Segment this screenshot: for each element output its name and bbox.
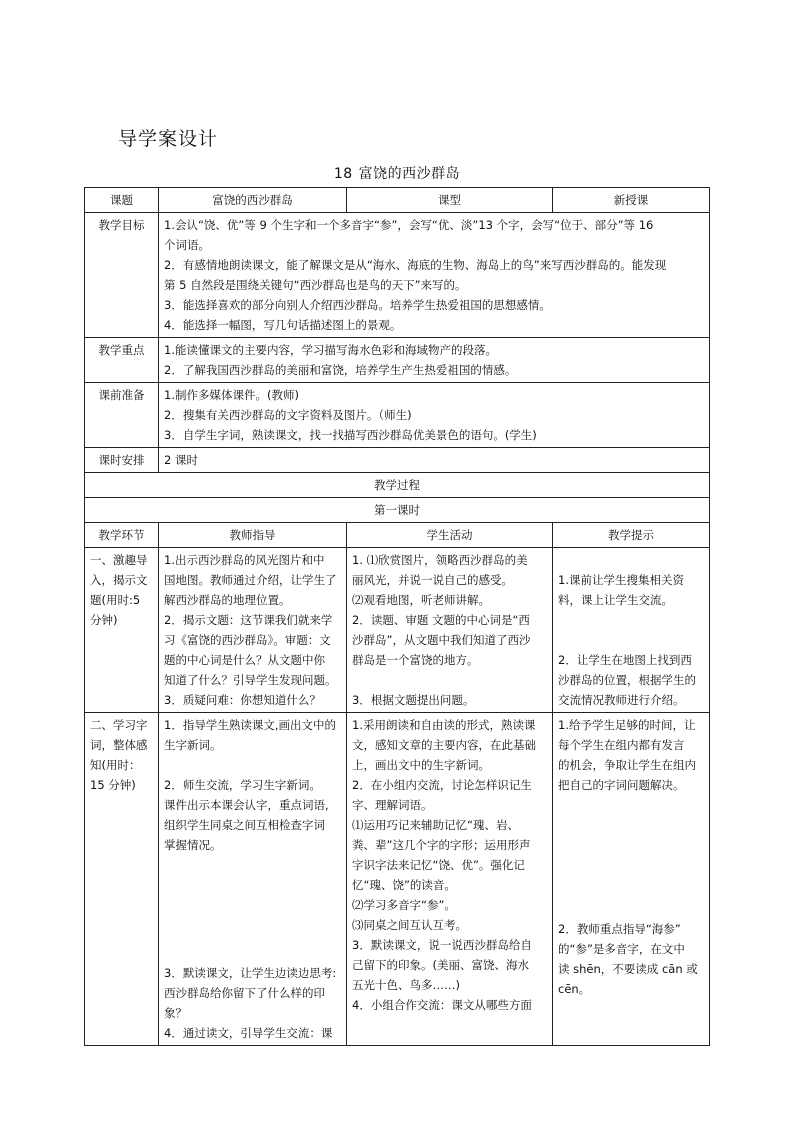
key-points-row: [85, 338, 710, 383]
lesson-name: 富饶的西沙群岛: [358, 166, 461, 182]
tip-line: 每个学生在组内都有发言: [558, 738, 685, 752]
student-line: 1. ⑴欣赏图片，领略西沙群岛的美: [352, 553, 528, 567]
section-2-row: [85, 713, 710, 1046]
student-line: 字识字法来记忆“饶、优”。强化记: [352, 858, 525, 872]
course-label: 课题: [85, 188, 159, 213]
student-line: 粪、辈”这几个字的字形；运用形声: [352, 838, 531, 852]
student-line: ⑵学习多音字“参”。: [352, 898, 456, 912]
teacher-line: 西沙群岛给你留下了什么样的印: [164, 986, 325, 1000]
student-line: 2．在小组内交流，讨论怎样识记生: [352, 778, 532, 792]
student-line: 2．读题、审题 文题的中心词是“西: [352, 613, 530, 627]
student-line: 己留下的印象。(美丽、富饶、海水: [352, 958, 529, 972]
lesson-title: [0, 163, 794, 183]
teacher-line: 组织学生同桌之间互相检查字词: [164, 818, 325, 832]
section-1-tips: [553, 548, 710, 713]
section-2-tips: [553, 713, 710, 1046]
step-line: 二、学习字: [90, 718, 148, 732]
preparation-line: 2．搜集有关西沙群岛的文字资料及图片。（师生): [164, 408, 412, 422]
teacher-line: 象？: [164, 1006, 187, 1020]
objective-line: 1.会认“饶、优”等 9 个生字和一个多音字“参”，会写“优、淡”13 个字，会写“位于、部分”等 16: [164, 218, 654, 232]
student-line: 五光十色、鸟多……): [352, 978, 460, 992]
objectives-content: [159, 213, 710, 338]
teacher-line: 课件出示本课会认字，重点词语,: [164, 798, 329, 812]
tip-line: 把自己的字词问题解决。: [558, 778, 685, 792]
teacher-line: 国地图。教师通过介绍，让学生了: [164, 573, 337, 587]
type-value: 新授课: [553, 188, 710, 213]
header-tips: 教学提示: [553, 523, 710, 548]
header-student: 学生活动: [347, 523, 553, 548]
header-step: 教学环节: [85, 523, 159, 548]
schedule-row: [85, 448, 710, 473]
preparation-label: 课前准备: [85, 383, 159, 448]
section-1-row: [85, 548, 710, 713]
lesson-number: 18: [333, 166, 353, 182]
objective-line: 4．能选择一幅图，写几句话描述图上的景观。: [164, 318, 402, 332]
step-line: 分钟): [90, 613, 118, 627]
preparation-content: [159, 383, 710, 448]
preparation-row: [85, 383, 710, 448]
tip-line: 料，课上让学生交流。: [558, 593, 673, 607]
teacher-line: 题的中心词是什么？从文题中你: [164, 653, 325, 667]
student-line: 4．小组合作交流：课文从哪些方面: [352, 998, 532, 1012]
key-points-content: [159, 338, 710, 383]
first-lesson-title: 第一课时: [85, 498, 710, 523]
student-line: 上，画出文中的生字新词。: [352, 758, 490, 772]
key-point-line: 2．了解我国西沙群岛的美丽和富饶，培养学生产生热爱祖国的情感。: [164, 363, 517, 377]
section-2-step: [85, 713, 159, 1046]
preparation-line: 1.制作多媒体课件。(教师): [164, 388, 299, 402]
tip-line: 读 shēn，不要读成 cān 或: [558, 962, 698, 976]
header-row: [85, 523, 710, 548]
tip-line: 的机会，争取让学生在组内: [558, 758, 696, 772]
step-line: 入，揭示文: [90, 573, 148, 587]
student-line: 1.采用朗读和自由读的形式，熟读课: [352, 718, 536, 732]
teacher-line: 掌握情况。: [164, 838, 222, 852]
schedule-label: 课时安排: [85, 448, 159, 473]
section-2-student: [347, 713, 553, 1046]
student-line: 3．默读课文，说一说西沙群岛给自: [352, 938, 532, 952]
student-line: ⑴运用巧记来辅助记忆“瑰、岩、: [352, 818, 519, 832]
teacher-line: 1．指导学生熟读课文,画出文中的: [164, 718, 336, 732]
key-points-label: 教学重点: [85, 338, 159, 383]
info-row: [85, 188, 710, 213]
step-line: 知(用时：: [90, 758, 141, 772]
teacher-line: 解西沙群岛的地理位置。: [164, 593, 291, 607]
tip-line: 沙群岛的位置，根据学生的: [558, 673, 696, 687]
step-line: 15 分钟): [90, 778, 136, 792]
section-1-step: [85, 548, 159, 713]
teacher-line: 3．质疑问难：你想知道什么？: [164, 693, 321, 707]
section-1-teacher: [159, 548, 347, 713]
student-line: 文，感知文章的主要内容，在此基础: [352, 738, 536, 752]
preparation-line: 3．自学生字词，熟读课文，找一找描写西沙群岛优美景色的语句。(学生): [164, 428, 537, 442]
step-line: 一、激趣导: [90, 553, 148, 567]
first-lesson-row: [85, 498, 710, 523]
tip-line: cēn。: [558, 982, 591, 996]
section-1-student: [347, 548, 553, 713]
type-label: 课型: [347, 188, 553, 213]
teacher-line: 习《富饶的西沙群岛》。审题：文: [164, 633, 331, 647]
course-value: 富饶的西沙群岛: [159, 188, 347, 213]
student-line: ⑶同桌之间互认互考。: [352, 918, 467, 932]
student-line: ⑵观看地图，听老师讲解。: [352, 593, 490, 607]
document-title: 导学案设计: [118, 128, 219, 150]
tip-line: 1.课前让学生搜集相关资: [558, 573, 684, 587]
process-title-row: [85, 473, 710, 498]
lesson-plan-table: [84, 187, 710, 1046]
key-point-line: 1.能读懂课文的主要内容，学习描写海水色彩和海域物产的段落。: [164, 343, 497, 357]
student-line: 字、理解词语。: [352, 798, 433, 812]
teacher-line: 4．通过读文，引导学生交流：课: [164, 1026, 333, 1040]
tip-line: 1.给予学生足够的时间，让: [558, 718, 696, 732]
teacher-line: 生字新词。: [164, 738, 222, 752]
student-line: 群岛是一个富饶的地方。: [352, 653, 479, 667]
objective-line: 个词语。: [164, 238, 210, 252]
teacher-line: 2．师生交流，学习生字新词。: [164, 778, 321, 792]
section-2-teacher: [159, 713, 347, 1046]
teacher-line: 2．揭示文题：这节课我们就来学: [164, 613, 333, 627]
teacher-line: 3．默读课文，让学生边读边思考:: [164, 966, 337, 980]
tip-line: 2．教师重点指导“海参”: [558, 922, 681, 936]
step-line: 题(用时:5: [90, 593, 141, 607]
student-line: 沙群岛”，从文题中我们知道了西沙: [352, 633, 531, 647]
header-teacher: 教师指导: [159, 523, 347, 548]
objective-line: 2．有感情地朗读课文，能了解课文是从“海水、海底的生物、海岛上的鸟”来写西沙群岛的。能发现: [164, 258, 667, 272]
process-title: 教学过程: [85, 473, 710, 498]
student-line: 忆“瑰、饶”的读音。: [352, 878, 456, 892]
step-line: 词，整体感: [90, 738, 148, 752]
objectives-label: 教学目标: [85, 213, 159, 338]
teacher-line: 1.出示西沙群岛的风光图片和中: [164, 553, 325, 567]
student-line: 3．根据文题提出问题。: [352, 693, 475, 707]
objectives-row: [85, 213, 710, 338]
tip-line: 的“参”是多音字，在文中: [558, 942, 685, 956]
teacher-line: 知道了什么？引导学生发现问题。: [164, 673, 337, 687]
objective-line: 第 5 自然段是围绕关键句“西沙群岛也是鸟的天下”来写的。: [164, 278, 467, 292]
tip-line: 交流情况教师进行介绍。: [558, 693, 685, 707]
tip-line: 2．让学生在地图上找到西: [558, 653, 692, 667]
objective-line: 3．能选择喜欢的部分向别人介绍西沙群岛。培养学生热爱祖国的思想感情。: [164, 298, 551, 312]
student-line: 丽风光，并说一说自己的感受。: [352, 573, 513, 587]
schedule-value: 2 课时: [159, 448, 710, 473]
